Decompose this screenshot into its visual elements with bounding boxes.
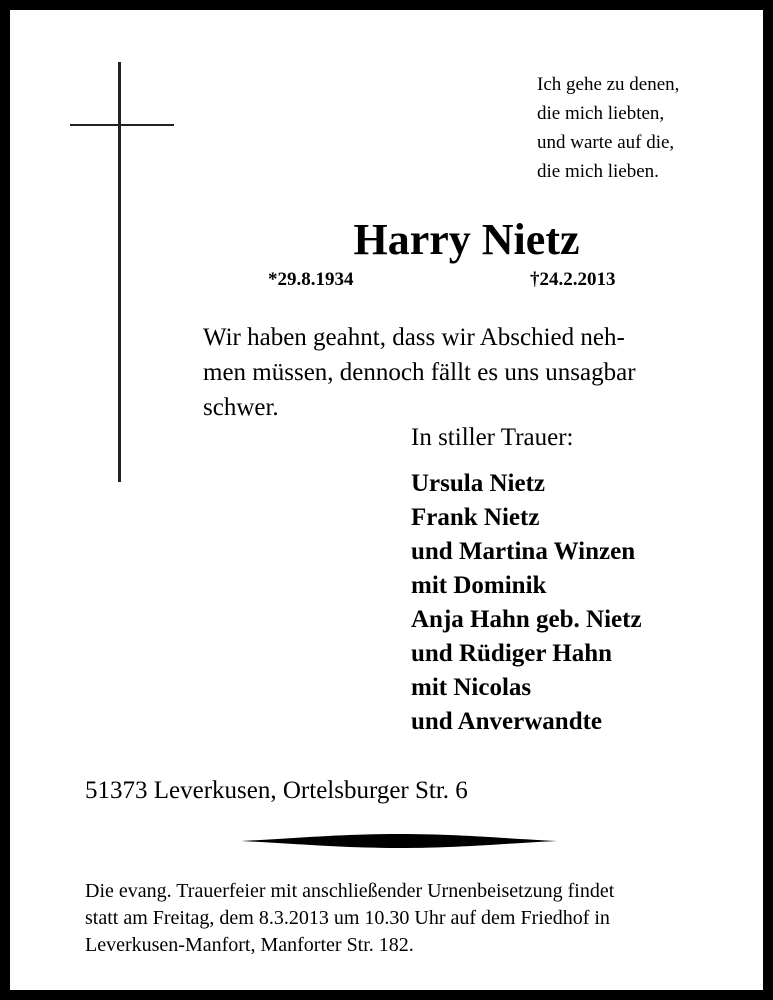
family-member: Frank Nietz	[411, 504, 540, 531]
poem	[537, 70, 679, 186]
family-member: Ursula Nietz	[411, 470, 545, 497]
ceremony-notice	[85, 878, 614, 959]
poem-line: Ich gehe zu denen,	[537, 74, 680, 95]
death-date: †24.2.2013	[530, 269, 616, 290]
birth-date: *29.8.1934	[268, 269, 354, 290]
farewell-text	[203, 320, 718, 425]
notice-line: Die evang. Trauerfeier mit anschließender Urnenbeisetzung findet	[85, 880, 615, 902]
text-line: men müssen, dennoch fällt es uns unsagbar	[203, 359, 636, 386]
family-member: mit Nicolas	[411, 674, 532, 701]
notice-line: Leverkusen-Manfort, Manforter Str. 182.	[85, 934, 414, 956]
notice-line: statt am Freitag, dem 8.3.2013 um 10.30 Uhr auf dem Friedhof in	[85, 907, 610, 929]
text-line: Wir haben geahnt, dass wir Abschied neh-	[203, 324, 625, 351]
deceased-name: Harry Nietz	[353, 215, 580, 264]
text-line: schwer.	[203, 394, 279, 421]
family-member: mit Dominik	[411, 572, 547, 599]
divider-ornament	[241, 834, 557, 848]
family-member: und Rüdiger Hahn	[411, 640, 613, 667]
cross-icon-bar	[70, 124, 174, 126]
family-member: und Anverwandte	[411, 708, 603, 735]
poem-line: die mich lieben.	[537, 161, 659, 182]
family-member: und Martina Winzen	[411, 538, 636, 565]
family-list	[411, 467, 642, 739]
address: 51373 Leverkusen, Ortelsburger Str. 6	[85, 777, 468, 804]
poem-line: die mich liebten,	[537, 103, 665, 124]
family-member: Anja Hahn geb. Nietz	[411, 606, 642, 633]
mourning-label: In stiller Trauer:	[411, 424, 574, 451]
poem-line: und warte auf die,	[537, 132, 675, 153]
